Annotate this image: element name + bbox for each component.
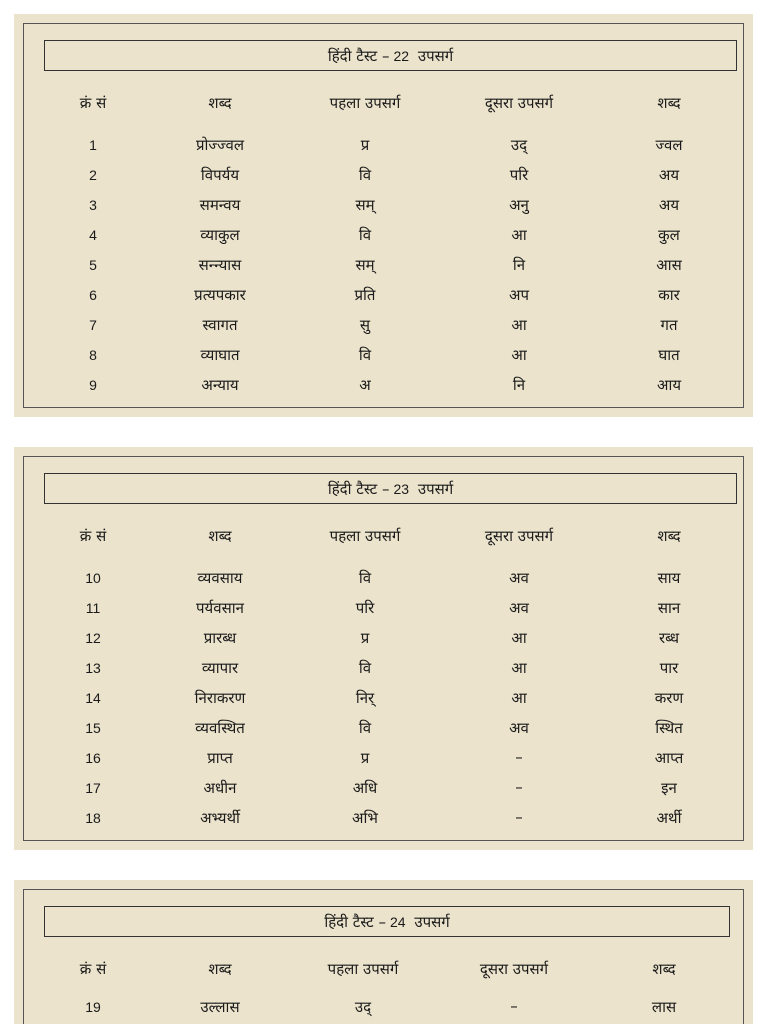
- title-prefix: हिंदी टैस्ट –: [327, 46, 390, 65]
- serial-cell: 3: [89, 197, 97, 213]
- header-first-prefix: पहला उपसर्ग: [329, 94, 401, 112]
- first-prefix-cell: निर्: [355, 689, 375, 707]
- first-prefix-cell: अधि: [352, 779, 378, 797]
- second-prefix-cell: आ: [511, 346, 527, 364]
- test-panel-24: [14, 880, 753, 1024]
- header-word: शब्द: [208, 527, 232, 545]
- table-row: [14, 255, 753, 285]
- header-word: शब्द: [208, 94, 232, 112]
- word-cell: अन्याय: [201, 376, 239, 394]
- serial-cell: 8: [89, 347, 97, 363]
- word-cell: अधीन: [203, 779, 237, 797]
- first-prefix-cell: प्र: [360, 136, 370, 154]
- header-second-prefix: दूसरा उपसर्ग: [484, 527, 554, 545]
- title-suffix: उपसर्ग: [409, 912, 450, 931]
- test-panel-23: [14, 447, 753, 850]
- first-prefix-cell: प्र: [360, 749, 370, 767]
- root-word-cell: गत: [660, 316, 678, 334]
- first-prefix-cell: वि: [358, 719, 372, 737]
- word-cell: प्रत्यपकार: [194, 286, 246, 304]
- table-row: [14, 315, 753, 345]
- test-number: 23: [393, 480, 410, 497]
- title-suffix: उपसर्ग: [413, 46, 454, 65]
- table-row: [14, 997, 753, 1024]
- word-cell: उल्लास: [200, 998, 240, 1016]
- second-prefix-cell: नि: [512, 256, 526, 274]
- root-word-cell: रब्ध: [658, 629, 680, 647]
- word-cell: पर्यवसान: [196, 599, 244, 617]
- root-word-cell: साय: [657, 569, 681, 587]
- serial-cell: 15: [85, 720, 101, 736]
- root-word-cell: सान: [657, 599, 681, 617]
- table-row: [14, 778, 753, 808]
- first-prefix-cell: वि: [358, 346, 372, 364]
- root-word-cell: अय: [658, 196, 680, 214]
- serial-cell: 13: [85, 660, 101, 676]
- second-prefix-cell: आ: [511, 629, 527, 647]
- serial-cell: 5: [89, 257, 97, 273]
- panel-title: [44, 906, 730, 937]
- root-word-cell: पार: [659, 659, 679, 677]
- serial-cell: 12: [85, 630, 101, 646]
- second-prefix-cell: आ: [511, 316, 527, 334]
- test-number: 24: [390, 913, 406, 930]
- root-word-cell: अर्थी: [656, 809, 682, 827]
- root-word-cell: घात: [658, 346, 680, 364]
- header-first-prefix: पहला उपसर्ग: [329, 527, 401, 545]
- second-prefix-cell: आ: [511, 226, 527, 244]
- second-prefix-cell: –: [515, 808, 523, 826]
- first-prefix-cell: प्रति: [354, 286, 376, 304]
- first-prefix-cell: उद्: [354, 998, 372, 1016]
- header-first-prefix: पहला उपसर्ग: [327, 960, 399, 978]
- table-row: [14, 568, 753, 598]
- header-word: शब्द: [208, 960, 232, 978]
- word-cell: प्रारब्ध: [203, 629, 237, 647]
- test-number: 22: [393, 47, 410, 64]
- panel-title: [44, 473, 737, 504]
- first-prefix-cell: वि: [358, 226, 372, 244]
- table-row: [14, 375, 753, 405]
- test-panel-22: [14, 14, 753, 417]
- table-row: [14, 718, 753, 748]
- serial-cell: 4: [89, 227, 97, 243]
- word-cell: व्यापार: [201, 659, 239, 677]
- table-row: [14, 135, 753, 165]
- serial-cell: 9: [89, 377, 97, 393]
- table-row: [14, 345, 753, 375]
- second-prefix-cell: अनु: [509, 196, 529, 214]
- root-word-cell: अय: [658, 166, 680, 184]
- header-root-word: शब्द: [657, 527, 681, 545]
- serial-cell: 17: [85, 780, 101, 796]
- second-prefix-cell: अव: [509, 569, 529, 587]
- table-row: [14, 598, 753, 628]
- second-prefix-cell: –: [515, 778, 523, 796]
- word-cell: समन्वय: [199, 196, 241, 214]
- table-row: [14, 195, 753, 225]
- second-prefix-cell: नि: [512, 376, 526, 394]
- table-row: [14, 688, 753, 718]
- table-row: [14, 808, 753, 838]
- serial-cell: 2: [89, 167, 97, 183]
- second-prefix-cell: आ: [511, 659, 527, 677]
- word-cell: प्राप्त: [207, 749, 233, 767]
- root-word-cell: स्थित: [655, 719, 683, 737]
- title-prefix: हिंदी टैस्ट –: [327, 479, 390, 498]
- serial-cell: 1: [89, 137, 97, 153]
- word-cell: व्यवस्थित: [195, 719, 245, 737]
- first-prefix-cell: सम्: [355, 256, 375, 274]
- first-prefix-cell: अ: [359, 376, 371, 394]
- word-cell: व्यवसाय: [197, 569, 243, 587]
- header-serial: क्रं सं: [79, 960, 107, 978]
- table-row: [14, 748, 753, 778]
- serial-cell: 16: [85, 750, 101, 766]
- second-prefix-cell: –: [510, 997, 518, 1015]
- serial-cell: 19: [85, 999, 101, 1015]
- title-prefix: हिंदी टैस्ट –: [324, 912, 387, 931]
- word-cell: स्वागत: [202, 316, 238, 334]
- first-prefix-cell: सम्: [355, 196, 375, 214]
- root-word-cell: इन: [661, 779, 677, 797]
- table-row: [14, 165, 753, 195]
- root-word-cell: करण: [654, 689, 684, 707]
- panel-title: [44, 40, 737, 71]
- word-cell: सन्न्यास: [198, 256, 242, 274]
- root-word-cell: ज्वल: [655, 136, 683, 154]
- header-second-prefix: दूसरा उपसर्ग: [479, 960, 549, 978]
- word-cell: विपर्यय: [200, 166, 240, 184]
- root-word-cell: आप्त: [654, 749, 684, 767]
- table-row: [14, 225, 753, 255]
- first-prefix-cell: वि: [358, 569, 372, 587]
- root-word-cell: कार: [658, 286, 680, 304]
- root-word-cell: लास: [651, 998, 677, 1016]
- first-prefix-cell: वि: [358, 166, 372, 184]
- second-prefix-cell: उद्: [510, 136, 528, 154]
- table-row: [14, 285, 753, 315]
- first-prefix-cell: वि: [358, 659, 372, 677]
- header-serial: क्रं सं: [79, 94, 107, 112]
- serial-cell: 10: [85, 570, 101, 586]
- second-prefix-cell: परि: [509, 166, 529, 184]
- serial-cell: 14: [85, 690, 101, 706]
- root-word-cell: आस: [656, 256, 682, 274]
- serial-cell: 6: [89, 287, 97, 303]
- header-root-word: शब्द: [657, 94, 681, 112]
- root-word-cell: आय: [656, 376, 682, 394]
- serial-cell: 11: [85, 600, 101, 616]
- second-prefix-cell: आ: [511, 689, 527, 707]
- first-prefix-cell: परि: [355, 599, 375, 617]
- second-prefix-cell: –: [515, 748, 523, 766]
- word-cell: अभ्यर्थी: [200, 809, 240, 827]
- word-cell: व्याघात: [200, 346, 240, 364]
- second-prefix-cell: अव: [509, 719, 529, 737]
- first-prefix-cell: सु: [359, 316, 371, 334]
- word-cell: निराकरण: [194, 689, 246, 707]
- title-suffix: उपसर्ग: [413, 479, 454, 498]
- header-root-word: शब्द: [652, 960, 676, 978]
- header-serial: क्रं सं: [79, 527, 107, 545]
- first-prefix-cell: अभि: [352, 809, 378, 827]
- first-prefix-cell: प्र: [360, 629, 370, 647]
- word-cell: व्याकुल: [200, 226, 240, 244]
- root-word-cell: कुल: [658, 226, 680, 244]
- word-cell: प्रोज्ज्वल: [195, 136, 245, 154]
- second-prefix-cell: अप: [509, 286, 529, 304]
- table-row: [14, 658, 753, 688]
- serial-cell: 18: [85, 810, 101, 826]
- second-prefix-cell: अव: [509, 599, 529, 617]
- table-row: [14, 628, 753, 658]
- header-second-prefix: दूसरा उपसर्ग: [484, 94, 554, 112]
- serial-cell: 7: [89, 317, 97, 333]
